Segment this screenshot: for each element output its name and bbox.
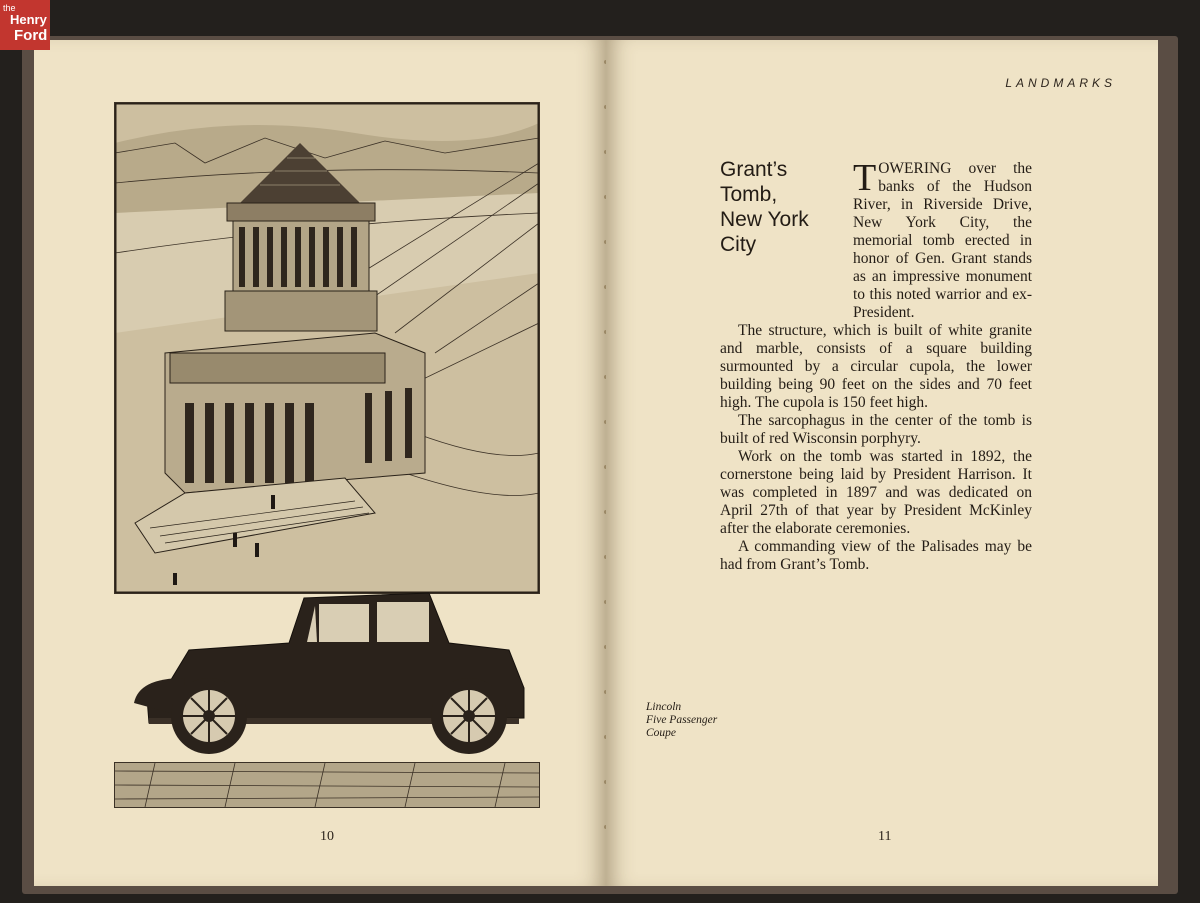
car-caption: [646, 701, 717, 740]
ground-strip-illustration: [114, 762, 540, 808]
page-number-left: 10: [320, 829, 334, 844]
article-body: [720, 157, 1032, 574]
grants-tomb-etching: [114, 102, 540, 594]
paragraph-1-text: OWERING over the banks of the Hudson River, in Riverside Drive, New York City, the memorial tomb erected in honor of Gen. Grant stands as an impressive monument to this noted warrior and ex-President.: [853, 160, 1032, 321]
paragraph-2: The structure, which is built of white granite and marble, consists of a square building surmounted by a circular cupola, the lower building being 90 feet on the sides and 70 feet high. The cupola is 150 feet high.: [720, 322, 1032, 411]
drop-cap: T: [853, 157, 877, 199]
right-page: [606, 40, 1158, 886]
caption-line-3: Coupe: [646, 727, 677, 739]
paragraph-1: [853, 157, 1032, 322]
logo-line-2: Henry: [10, 12, 47, 27]
grants-tomb-drawing: [115, 103, 539, 593]
paragraph-3: The sarcophagus in the center of the tomb is built of red Wisconsin porphyry.: [720, 412, 1032, 447]
left-page: [34, 40, 606, 886]
car-drawing: [129, 588, 539, 768]
logo-line-1: the: [3, 3, 16, 13]
caption-line-1: Lincoln: [646, 701, 682, 713]
caption-line-2: Five Passenger: [646, 714, 718, 726]
heading-line-1: Grant’s: [720, 158, 788, 181]
running-head: LANDMARKS: [1005, 76, 1116, 90]
page-number-right: 11: [878, 829, 892, 844]
rear-wheel: [431, 678, 507, 754]
paragraph-5: A commanding view of the Palisades may be had from Grant’s Tomb.: [720, 538, 1032, 573]
first-paragraph-wrap: [853, 157, 1032, 322]
heading-line-4: City: [720, 233, 757, 256]
front-wheel: [171, 678, 247, 754]
logo-line-3: Ford: [14, 27, 48, 44]
ground-drawing: [115, 763, 539, 807]
heading-line-3: New York: [720, 208, 809, 231]
lincoln-coupe-illustration: [129, 588, 539, 768]
paragraph-4: Work on the tomb was started in 1892, the cornerstone being laid by President Harrison. It was completed in 1897 and was dedicated on April 27th of that year by President McKinley after the elaborate ceremonies.: [720, 448, 1032, 537]
heading-line-2: Tomb,: [720, 183, 778, 206]
henry-ford-logo: [0, 0, 50, 50]
